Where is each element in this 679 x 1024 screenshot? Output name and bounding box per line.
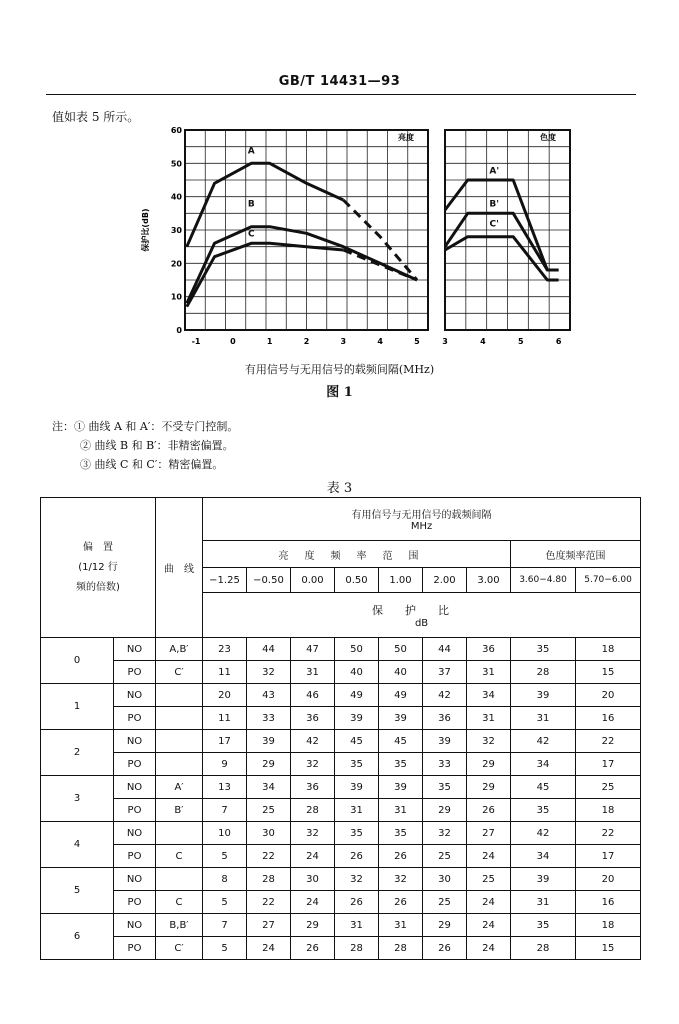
table-body xyxy=(41,638,641,960)
value-cell: 29 xyxy=(423,914,467,937)
column-header: 3.00 xyxy=(467,568,511,593)
offset-cell: 2 xyxy=(41,730,114,776)
value-cell: 5 xyxy=(203,937,247,960)
value-cell: 24 xyxy=(467,937,511,960)
value-cell: 34 xyxy=(511,845,576,868)
chroma-range-header: 色度频率范围 xyxy=(511,541,641,568)
value-cell: 16 xyxy=(576,707,641,730)
luma-x-tick-label: 4 xyxy=(377,337,383,346)
value-cell: 20 xyxy=(576,684,641,707)
value-cell: 15 xyxy=(576,937,641,960)
figure-label: 图 1 xyxy=(326,385,353,400)
value-cell: 32 xyxy=(291,822,335,845)
value-cell: 45 xyxy=(511,776,576,799)
note-3: ③ 曲线 C 和 C′：精密偏置。 xyxy=(80,458,224,471)
value-cell: 26 xyxy=(467,799,511,822)
column-header: −1.25 xyxy=(203,568,247,593)
y-axis-label: 保护比(dB) xyxy=(141,208,150,252)
value-cell: 42 xyxy=(511,822,576,845)
y-tick-label: 40 xyxy=(170,192,182,202)
value-cell: 45 xyxy=(335,730,379,753)
offset-cell: 3 xyxy=(41,776,114,822)
value-cell: 22 xyxy=(576,730,641,753)
table-row xyxy=(41,868,641,891)
value-cell: 39 xyxy=(379,707,423,730)
value-cell: 32 xyxy=(335,868,379,891)
value-cell: 23 xyxy=(203,638,247,661)
value-cell: 42 xyxy=(291,730,335,753)
mode-cell: PO xyxy=(114,891,156,914)
mode-cell: NO xyxy=(114,822,156,845)
value-cell: 29 xyxy=(467,753,511,776)
value-cell: 22 xyxy=(247,891,291,914)
value-cell: 34 xyxy=(511,753,576,776)
value-cell: 50 xyxy=(335,638,379,661)
value-cell: 35 xyxy=(379,753,423,776)
value-cell: 31 xyxy=(335,799,379,822)
mode-cell: NO xyxy=(114,684,156,707)
table-row xyxy=(41,845,641,868)
offset-cell: 0 xyxy=(41,638,114,684)
curve-cell: B,B′ xyxy=(156,914,203,937)
luma-panel-title: 亮度 xyxy=(398,133,414,142)
value-cell: 39 xyxy=(423,730,467,753)
value-cell: 28 xyxy=(379,937,423,960)
column-header: 3.60−4.80 xyxy=(511,568,576,593)
value-cell: 42 xyxy=(423,684,467,707)
chroma-series-A'-line xyxy=(445,180,559,270)
value-cell: 35 xyxy=(335,822,379,845)
mode-cell: NO xyxy=(114,730,156,753)
chroma-x-tick-label: 5 xyxy=(517,337,524,346)
curve-cell: C′ xyxy=(156,937,203,960)
value-cell: 47 xyxy=(291,638,335,661)
value-cell: 29 xyxy=(467,776,511,799)
value-cell: 43 xyxy=(247,684,291,707)
mode-cell: NO xyxy=(114,638,156,661)
value-cell: 32 xyxy=(467,730,511,753)
value-cell: 40 xyxy=(335,661,379,684)
value-cell: 46 xyxy=(291,684,335,707)
chroma-x-tick-label: 4 xyxy=(480,337,486,346)
value-cell: 35 xyxy=(379,822,423,845)
curve-header: 曲 线 xyxy=(156,498,203,638)
value-cell: 35 xyxy=(423,776,467,799)
value-cell: 44 xyxy=(423,638,467,661)
value-cell: 24 xyxy=(291,845,335,868)
value-cell: 24 xyxy=(467,845,511,868)
column-header: 2.00 xyxy=(423,568,467,593)
table-row xyxy=(41,707,641,730)
luma-series-label: C xyxy=(247,229,255,240)
table-row xyxy=(41,937,641,960)
value-cell: 29 xyxy=(247,753,291,776)
column-header: 5.70−6.00 xyxy=(576,568,641,593)
figure-caption: 有用信号与无用信号的载频间隔(MHz) xyxy=(244,363,435,376)
value-cell: 31 xyxy=(335,914,379,937)
intro-text: 值如表 5 所示。 xyxy=(52,110,140,124)
value-cell: 28 xyxy=(335,937,379,960)
value-cell: 31 xyxy=(467,707,511,730)
chroma-series-label: A' xyxy=(489,166,500,177)
value-cell: 16 xyxy=(576,891,641,914)
value-cell: 40 xyxy=(379,661,423,684)
value-cell: 31 xyxy=(379,799,423,822)
value-cell: 36 xyxy=(291,707,335,730)
table-row xyxy=(41,914,641,937)
value-cell: 22 xyxy=(576,822,641,845)
mode-cell: PO xyxy=(114,661,156,684)
curve-cell: C xyxy=(156,891,203,914)
value-cell: 20 xyxy=(576,868,641,891)
table-row xyxy=(41,822,641,845)
curve-cell: C′ xyxy=(156,661,203,684)
offset-cell: 6 xyxy=(41,914,114,960)
value-cell: 26 xyxy=(335,891,379,914)
value-cell: 49 xyxy=(379,684,423,707)
luma-x-tick-label: 2 xyxy=(303,337,310,346)
column-header: −0.50 xyxy=(247,568,291,593)
value-cell: 17 xyxy=(576,845,641,868)
table-row xyxy=(41,891,641,914)
standard-number: GB/T 14431—93 xyxy=(278,74,401,89)
curve-cell xyxy=(156,822,203,845)
table-row xyxy=(41,753,641,776)
curve-cell xyxy=(156,684,203,707)
y-tick-label: 10 xyxy=(170,292,182,302)
offset-header-line1: 偏 置 xyxy=(83,541,113,553)
value-cell: 33 xyxy=(247,707,291,730)
table-row xyxy=(41,661,641,684)
value-cell: 31 xyxy=(511,707,576,730)
curve-cell xyxy=(156,753,203,776)
value-cell: 26 xyxy=(335,845,379,868)
value-cell: 34 xyxy=(247,776,291,799)
curve-cell xyxy=(156,730,203,753)
curve-cell: C xyxy=(156,845,203,868)
value-cell: 39 xyxy=(335,776,379,799)
offset-cell: 5 xyxy=(41,868,114,914)
chroma-panel-title: 色度 xyxy=(540,133,556,142)
value-cell: 45 xyxy=(379,730,423,753)
luma-series-A-line xyxy=(187,163,343,246)
value-cell: 17 xyxy=(203,730,247,753)
value-cell: 30 xyxy=(247,822,291,845)
value-cell: 30 xyxy=(291,868,335,891)
table-row xyxy=(41,730,641,753)
value-cell: 10 xyxy=(203,822,247,845)
value-cell: 18 xyxy=(576,799,641,822)
offset-cell: 4 xyxy=(41,822,114,868)
value-cell: 42 xyxy=(511,730,576,753)
mode-cell: NO xyxy=(114,776,156,799)
table-header-row xyxy=(41,498,641,541)
spacing-header xyxy=(203,498,641,541)
offset-header-line2: (1/12 行 xyxy=(78,561,118,573)
offset-header-line3: 频的倍数) xyxy=(76,581,120,593)
mode-cell: PO xyxy=(114,845,156,868)
value-cell: 7 xyxy=(203,799,247,822)
value-cell: 11 xyxy=(203,707,247,730)
value-cell: 28 xyxy=(291,799,335,822)
luma-x-tick-label: 3 xyxy=(340,337,347,346)
chroma-x-tick-label: 6 xyxy=(555,337,562,346)
table-row xyxy=(41,799,641,822)
value-cell: 29 xyxy=(423,799,467,822)
header-rule xyxy=(46,94,636,95)
value-cell: 39 xyxy=(335,707,379,730)
value-cell: 28 xyxy=(511,937,576,960)
value-cell: 24 xyxy=(467,914,511,937)
luma-x-tick-label: 0 xyxy=(230,337,236,346)
table-row xyxy=(41,776,641,799)
protection-ratio-chart xyxy=(130,120,610,362)
curve-cell: A′ xyxy=(156,776,203,799)
value-cell: 11 xyxy=(203,661,247,684)
value-cell: 29 xyxy=(291,914,335,937)
y-tick-label: 30 xyxy=(170,226,182,235)
protection-header xyxy=(203,593,641,638)
protection-ratio-table xyxy=(40,497,641,960)
luma-series-A-dashed-line xyxy=(343,200,417,280)
luma-series-B-line xyxy=(187,227,417,304)
value-cell: 5 xyxy=(203,891,247,914)
column-header: 0.00 xyxy=(291,568,335,593)
value-cell: 25 xyxy=(467,868,511,891)
value-cell: 13 xyxy=(203,776,247,799)
value-cell: 39 xyxy=(511,684,576,707)
value-cell: 36 xyxy=(291,776,335,799)
value-cell: 17 xyxy=(576,753,641,776)
value-cell: 32 xyxy=(247,661,291,684)
mode-cell: PO xyxy=(114,707,156,730)
value-cell: 35 xyxy=(511,638,576,661)
y-tick-label: 60 xyxy=(170,126,182,135)
table-row xyxy=(41,684,641,707)
value-cell: 39 xyxy=(379,776,423,799)
value-cell: 18 xyxy=(576,638,641,661)
chroma-series-label: B' xyxy=(489,199,500,210)
value-cell: 31 xyxy=(379,914,423,937)
spacing-header-unit: MHz xyxy=(410,521,433,532)
value-cell: 20 xyxy=(203,684,247,707)
y-tick-label: 50 xyxy=(170,159,182,169)
y-tick-label: 20 xyxy=(170,259,182,269)
value-cell: 30 xyxy=(423,868,467,891)
value-cell: 24 xyxy=(291,891,335,914)
curve-cell: B′ xyxy=(156,799,203,822)
chroma-series-label: C' xyxy=(489,219,499,230)
value-cell: 5 xyxy=(203,845,247,868)
note-2: ② 曲线 B 和 B′：非精密偏置。 xyxy=(80,439,234,452)
mode-cell: PO xyxy=(114,937,156,960)
table-title: 表 3 xyxy=(326,481,353,496)
offset-header xyxy=(41,498,156,638)
luma-series-label: B xyxy=(247,199,255,210)
value-cell: 25 xyxy=(576,776,641,799)
value-cell: 18 xyxy=(576,914,641,937)
value-cell: 27 xyxy=(247,914,291,937)
curve-cell xyxy=(156,868,203,891)
value-cell: 35 xyxy=(335,753,379,776)
mode-cell: NO xyxy=(114,914,156,937)
luma-x-tick-label: 1 xyxy=(266,337,273,346)
luma-range-header: 亮度频率范围 xyxy=(203,541,511,568)
column-header: 0.50 xyxy=(335,568,379,593)
value-cell: 36 xyxy=(423,707,467,730)
column-header: 1.00 xyxy=(379,568,423,593)
protection-header-unit: dB xyxy=(414,617,429,629)
luma-x-tick-label: 5 xyxy=(414,337,420,346)
value-cell: 49 xyxy=(335,684,379,707)
spacing-header-line1: 有用信号与无用信号的载频间隔 xyxy=(351,510,492,521)
table-row xyxy=(41,638,641,661)
y-tick-label: 0 xyxy=(176,326,182,335)
value-cell: 34 xyxy=(467,684,511,707)
value-cell: 24 xyxy=(247,937,291,960)
luma-series-label: A xyxy=(247,146,255,157)
value-cell: 28 xyxy=(511,661,576,684)
value-cell: 32 xyxy=(291,753,335,776)
value-cell: 26 xyxy=(379,891,423,914)
value-cell: 24 xyxy=(467,891,511,914)
protection-header-label: 保护比 xyxy=(372,603,472,617)
chroma-x-tick-label: 3 xyxy=(442,337,448,346)
luma-x-tick-label: -1 xyxy=(191,337,201,346)
value-cell: 44 xyxy=(247,638,291,661)
value-cell: 25 xyxy=(423,845,467,868)
value-cell: 37 xyxy=(423,661,467,684)
value-cell: 26 xyxy=(379,845,423,868)
mode-cell: PO xyxy=(114,799,156,822)
curve-cell xyxy=(156,707,203,730)
note-1: 注：① 曲线 A 和 A′：不受专门控制。 xyxy=(52,420,239,433)
mode-cell: PO xyxy=(114,753,156,776)
value-cell: 9 xyxy=(203,753,247,776)
value-cell: 22 xyxy=(247,845,291,868)
value-cell: 15 xyxy=(576,661,641,684)
offset-cell: 1 xyxy=(41,684,114,730)
value-cell: 50 xyxy=(379,638,423,661)
curve-cell: A,B′ xyxy=(156,638,203,661)
mode-cell: NO xyxy=(114,868,156,891)
value-cell: 27 xyxy=(467,822,511,845)
value-cell: 32 xyxy=(379,868,423,891)
value-cell: 26 xyxy=(291,937,335,960)
value-cell: 26 xyxy=(423,937,467,960)
value-cell: 36 xyxy=(467,638,511,661)
value-cell: 31 xyxy=(467,661,511,684)
value-cell: 7 xyxy=(203,914,247,937)
value-cell: 39 xyxy=(511,868,576,891)
value-cell: 35 xyxy=(511,799,576,822)
value-cell: 35 xyxy=(511,914,576,937)
value-cell: 31 xyxy=(511,891,576,914)
value-cell: 33 xyxy=(423,753,467,776)
value-cell: 25 xyxy=(423,891,467,914)
value-cell: 31 xyxy=(291,661,335,684)
value-cell: 32 xyxy=(423,822,467,845)
value-cell: 28 xyxy=(247,868,291,891)
value-cell: 8 xyxy=(203,868,247,891)
value-cell: 39 xyxy=(247,730,291,753)
value-cell: 25 xyxy=(247,799,291,822)
